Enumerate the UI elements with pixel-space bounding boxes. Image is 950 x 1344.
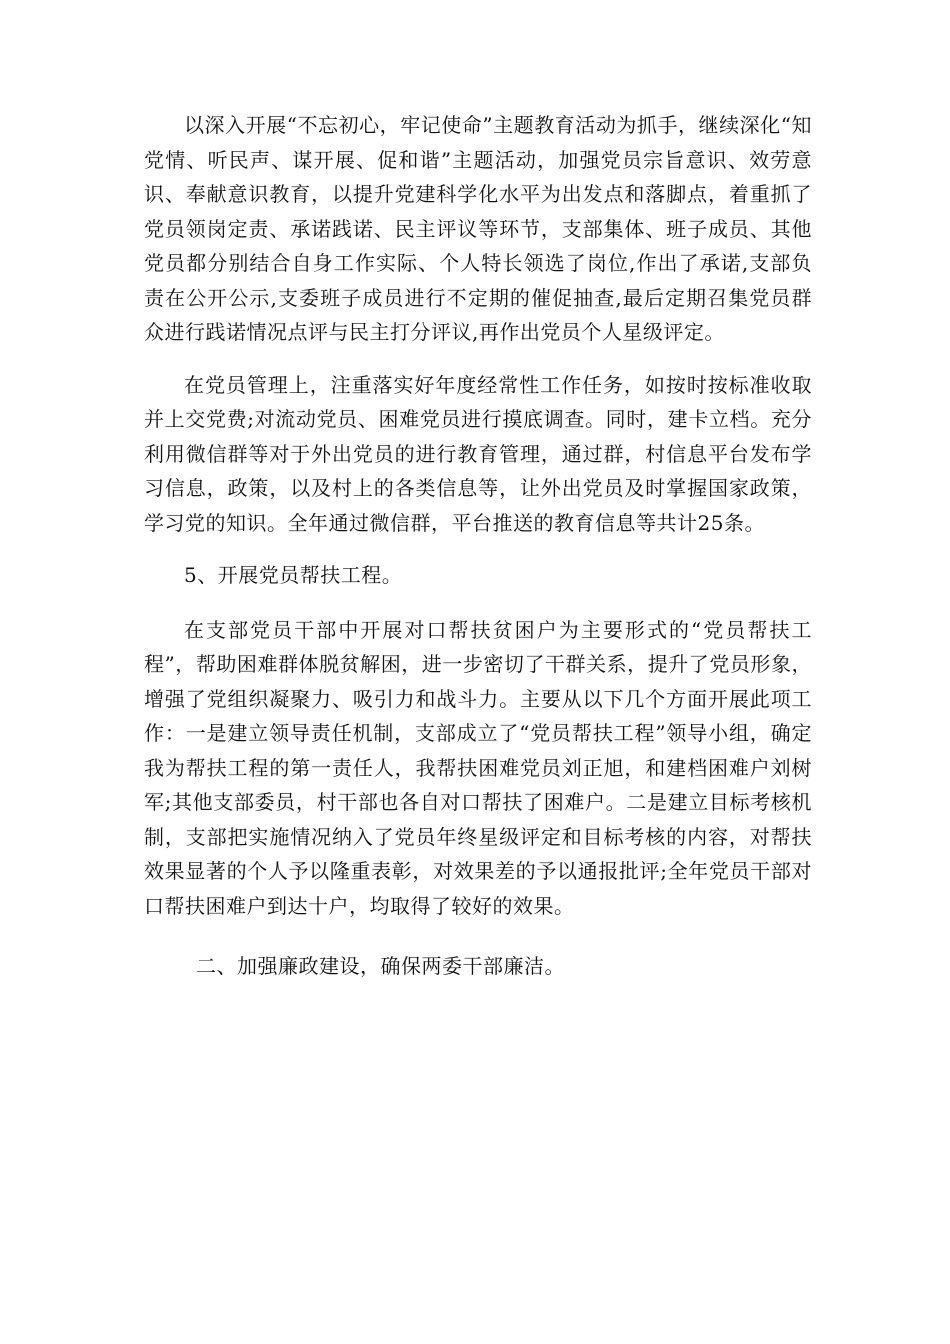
- section-heading-clean-government: 二、加强廉政建设，确保两委干部廉洁。: [196, 954, 565, 978]
- document-body: [144, 108, 812, 984]
- section-heading-assistance-project: 5、开展党员帮扶工程。: [184, 563, 403, 587]
- paragraph-assistance-project: 在支部党员干部中开展对口帮扶贫困户为主要形式的“党员帮扶工程”，帮助困难群体脱贫解困，进一步密切了干群关系，提升了党员形象，增强了党组织凝聚力、吸引力和战斗力。主要从以下几个方面开展此项工作：一是建立领导责任机制，支部成立了“党员帮扶工程”领导小组，确定我为帮扶工程的第一责任人，我帮扶困难党员刘正旭，和建档困难户刘树军;其他支部委员，村干部也各自对口帮扶了困难户。二是建立目标考核机制，支部把实施情况纳入了党员年终星级评定和目标考核的内容，对帮扶效果显著的个人予以隆重表彰，对效果差的予以通报批评;全年党员干部对口帮扶困难户到达十户，均取得了较好的效果。: [144, 617, 812, 918]
- paragraph-party-member-management: 在党员管理上，注重落实好年度经常性工作任务，如按时按标准收取并上交党费;对流动党员、困难党员进行摸底调查。同时，建卡立档。充分利用微信群等对于外出党员的进行教育管理，通过群，村信息平台发布学习信息，政策，以及村上的各类信息等，让外出党员及时掌握国家政策，学习党的知识。全年通过微信群，平台推送的教育信息等共计25条。: [144, 372, 812, 535]
- paragraph-theme-education: 以深入开展“不忘初心，牢记使命”主题教育活动为抓手，继续深化“知党情、听民声、谋开展、促和谐”主题活动，加强党员宗旨意识、效劳意识、奉献意识教育，以提升党建科学化水平为出发点和落脚点，着重抓了党员领岗定责、承诺践诺、民主评议等环节，支部集体、班子成员、其他党员都分别结合自身工作实际、个人特长领选了岗位,作出了承诺,支部负责在公开公示,支委班子成员进行不定期的催促抽查,最后定期召集党员群众进行践诺情况点评与民主打分评议,再作出党员个人星级评定。: [144, 113, 812, 344]
